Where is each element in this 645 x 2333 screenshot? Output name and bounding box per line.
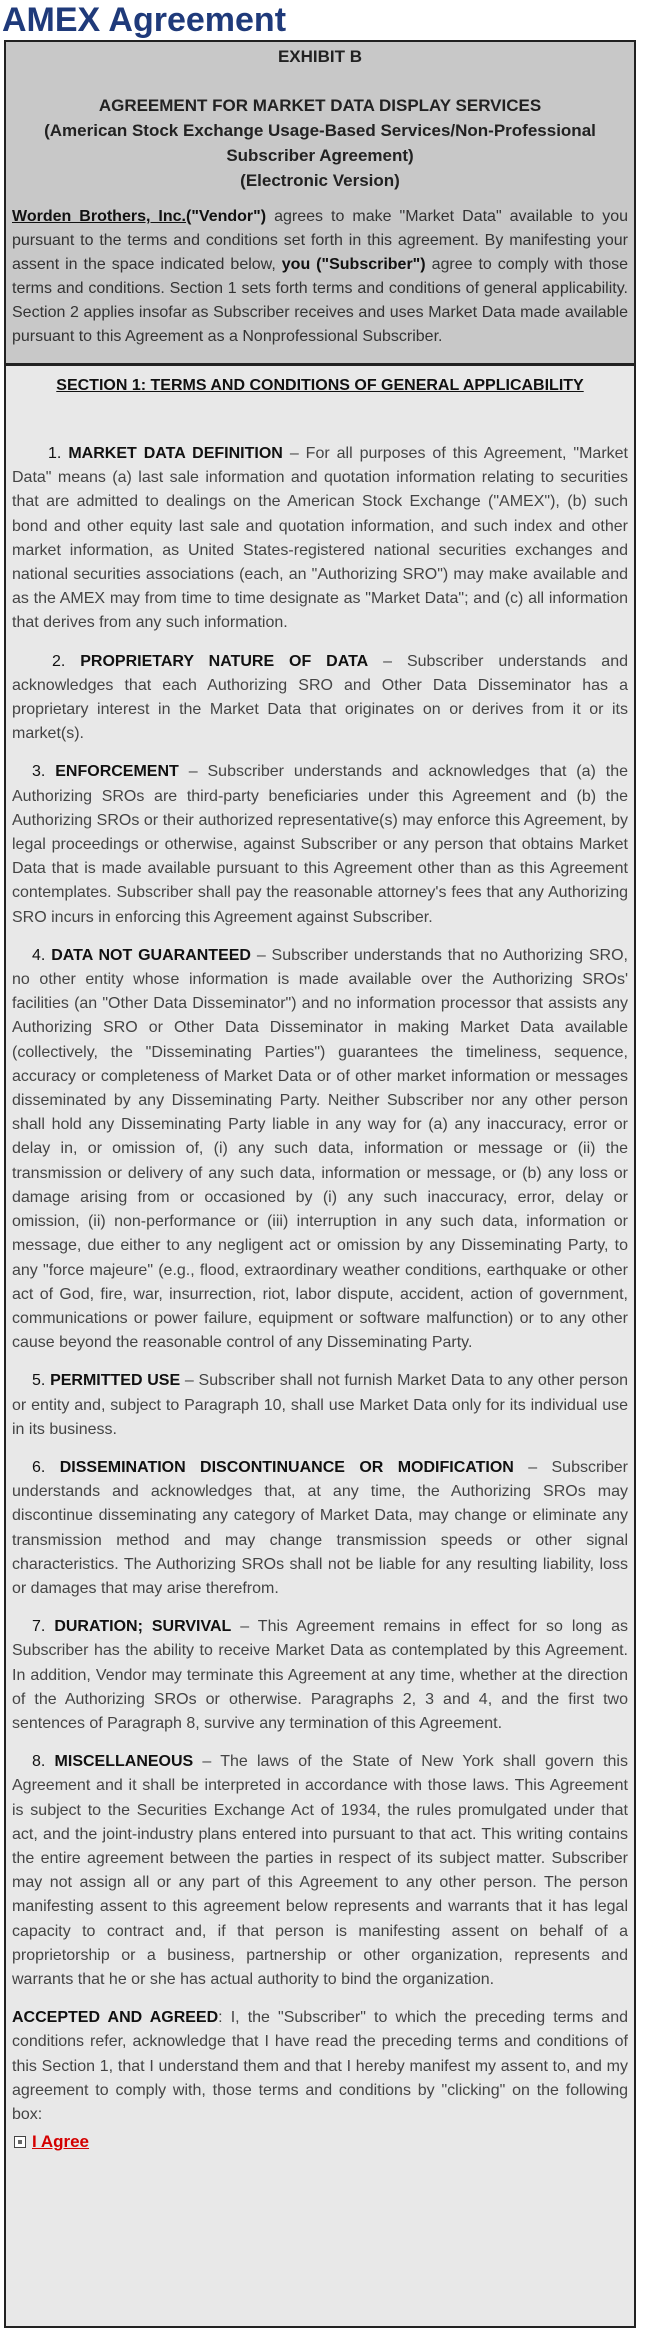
paragraph-number: 7. (32, 1618, 46, 1636)
paragraph-number: 3. (32, 763, 46, 781)
vendor-name: Worden Brothers, Inc. (12, 208, 186, 225)
paragraph-title: DATA NOT GUARANTEED (51, 946, 251, 964)
intro-paragraph (12, 205, 628, 349)
accepted-paragraph (12, 2006, 628, 2127)
intro-text-1: agrees to make "Market Data" available to you pursuant to the terms and conditions set forth in this agreement. By manifesting your assent in the space indicated below, (12, 208, 628, 273)
agreement-frame (4, 40, 636, 2328)
paragraph-title: MARKET DATA DEFINITION (68, 445, 283, 462)
paragraph-text: – Subscriber understands and acknowledges that each Authorizing SRO and Other Data Disseminator has a proprietary interest in the Market Data that originates on or derives from it or its market(s). (12, 652, 628, 743)
paragraph-text: – This Agreement remains in effect for so long as Subscriber has the ability to receive Market Data as contemplated by this Agreement. In addition, Vendor may terminate this Agreement at any time, whether at the direction of the Authorizing SROs or otherwise. Paragraphs 2, 3 and 4, and the first two sentences of Paragraph 8, survive any termination of this Agreement. (12, 1618, 629, 1732)
paragraph-text: – Subscriber shall not furnish Market Data to any other person or entity and, subject to Paragraph 10, shall use Market Data only for its individual use in its business. (12, 1372, 628, 1438)
paragraph-title: PERMITTED USE (50, 1372, 181, 1390)
checkbox-icon[interactable] (14, 2136, 26, 2148)
paragraph-7 (12, 1615, 628, 1736)
exhibit-label: EXHIBIT B (277, 47, 363, 66)
agreement-body (6, 374, 634, 2155)
paragraph-number: 5. (32, 1372, 46, 1390)
paragraph-text: – Subscriber understands that no Authorizing SRO, no other entity whose information is made available over the Authorizing SROs' facilities (an "Other Data Disseminator") and no information processor that assists any Authorizing SRO or Other Data Disseminator in making Market Data available (collectively, the "Disseminating Parties") guarantees the timeliness, sequence, accuracy or completeness of Market Data or of other market information or messages disseminated by any Disseminating Party. Neither Subscriber nor any other person shall hold any Disseminating Party liable in any way for (a) any inaccuracy, error or delay in, or omission of, (i) any such data, information or message or (ii) the transmission or delivery of any such data, information or message, or (b) any loss or damage arising from or occasioned by (i) any such inaccuracy, error, delay or omission, (ii) non-performance or (iii) interruption in any such data, information or message, due either to any negligent act or omission by any Disseminating Party, to any "force majeure" (e.g., flood, extraordinary weather conditions, earthquake or other act of God, fire, war, insurrection, riot, labor dispute, accident, action of government, communications or power failure, equipment or software malfunction) or to any other cause beyond the reasonable control of any Disseminating Party. (12, 946, 628, 1352)
agreement-header (6, 42, 634, 366)
paragraph-number: 1. (48, 445, 62, 462)
paragraph-number: 6. (32, 1458, 46, 1476)
paragraph-title: DISSEMINATION DISCONTINUANCE OR MODIFICATION (59, 1458, 514, 1476)
paragraph-2 (12, 650, 628, 747)
paragraph-8 (12, 1750, 628, 1992)
paragraph-title: DURATION; SURVIVAL (54, 1618, 232, 1636)
paragraph-number: 8. (32, 1753, 46, 1771)
accepted-text: : I, the "Subscriber" to which the preceding terms and conditions refer, acknowledge that I have read the preceding terms and conditions of this Section 1, that I understand them and that I hereby manifest my assent to, and my agreement to comply with, those terms and conditions by "clicking" on the following box: (12, 2009, 628, 2123)
paragraph-title: PROPRIETARY NATURE OF DATA (80, 652, 369, 670)
paragraph-number: 4. (32, 946, 46, 964)
paragraph-text: – Subscriber understands and acknowledges that, at any time, the Authorizing SROs may discontinue disseminating any category of Market Data, may change or eliminate any transmission method and may change transmission speeds or other signal characteristics. The Authorizing SROs shall not be liable for any resulting liability, loss or damages that may arise therefrom. (12, 1458, 628, 1597)
paragraph-6 (12, 1456, 628, 1601)
page-title: AMEX Agreement (2, 1, 287, 39)
vendor-tag: ("Vendor") (186, 208, 267, 225)
agreement-title: AGREEMENT FOR MARKET DATA DISPLAY SERVICES (98, 96, 542, 115)
intro-text-2: agree to comply with those terms and conditions. Section 1 sets forth terms and conditions of general applicability. Section 2 applies insofar as Subscriber receives and uses Market Data made available pursuant to this Agreement as a Nonprofessional Subscriber. (12, 256, 628, 345)
paragraph-4 (12, 944, 628, 1355)
agreement-subtitle-2: Subscriber Agreement) (226, 146, 414, 165)
agree-row (12, 2129, 628, 2155)
paragraph-5 (12, 1369, 628, 1442)
paragraph-number: 2. (52, 652, 66, 670)
section-title: SECTION 1: TERMS AND CONDITIONS OF GENERAL APPLICABILITY (56, 377, 584, 394)
paragraph-3 (12, 760, 628, 929)
paragraph-title: MISCELLANEOUS (54, 1753, 194, 1771)
i-agree-link[interactable]: I Agree (32, 2132, 90, 2152)
paragraph-1 (12, 442, 628, 636)
agreement-subtitle-3: (Electronic Version) (240, 171, 400, 190)
paragraph-text: – Subscriber understands and acknowledges that (a) the Authorizing SROs are third-party beneficiaries under this Agreement and (b) the Authorizing SROs or their authorized representative(s) may enforce this Agreement, by legal proceedings or otherwise, against Subscriber or any person that obtains Market Data that is made available pursuant to this Agreement other than as this Agreement contemplates. Subscriber shall pay the reasonable attorney's fees that any Authorizing SRO incurs in enforcing this Agreement against Subscriber. (12, 763, 629, 926)
subscriber-tag: you ("Subscriber") (281, 256, 426, 273)
paragraph-text: – The laws of the State of New York shall govern this Agreement and it shall be interpreted in accordance with those laws. This Agreement is subject to the Securities Exchange Act of 1934, the rules promulgated under that act, and the joint-industry plans entered into pursuant to that act. This writing contains the entire agreement between the parties in respect of its subject matter. Subscriber may not assign all or any part of this Agreement to any other person. The person manifesting assent to this agreement below represents and warrants that it has legal capacity to contract and, if that person is manifesting assent on behalf of a proprietorship or a business, partnership or other organization, represents and warrants that he or she has actual authority to bind the organization. (12, 1753, 628, 1988)
paragraph-title: ENFORCEMENT (55, 763, 179, 781)
paragraph-text: – For all purposes of this Agreement, "Market Data" means (a) last sale information and quotation information relating to securities that are admitted to dealings on the American Stock Exchange ("AMEX"), (b) such bond and other equity last sale and quotation information, and such index and other market information, as United States-registered national securities exchanges and national securities associations (each, an "Authorizing SRO") may make available and as the AMEX may from time to time designate as "Market Data"; and (c) all information that derives from any such information. (12, 445, 628, 632)
agreement-subtitle-1: (American Stock Exchange Usage-Based Services/Non-Professional (44, 121, 596, 140)
accepted-title: ACCEPTED AND AGREED (12, 2009, 219, 2027)
